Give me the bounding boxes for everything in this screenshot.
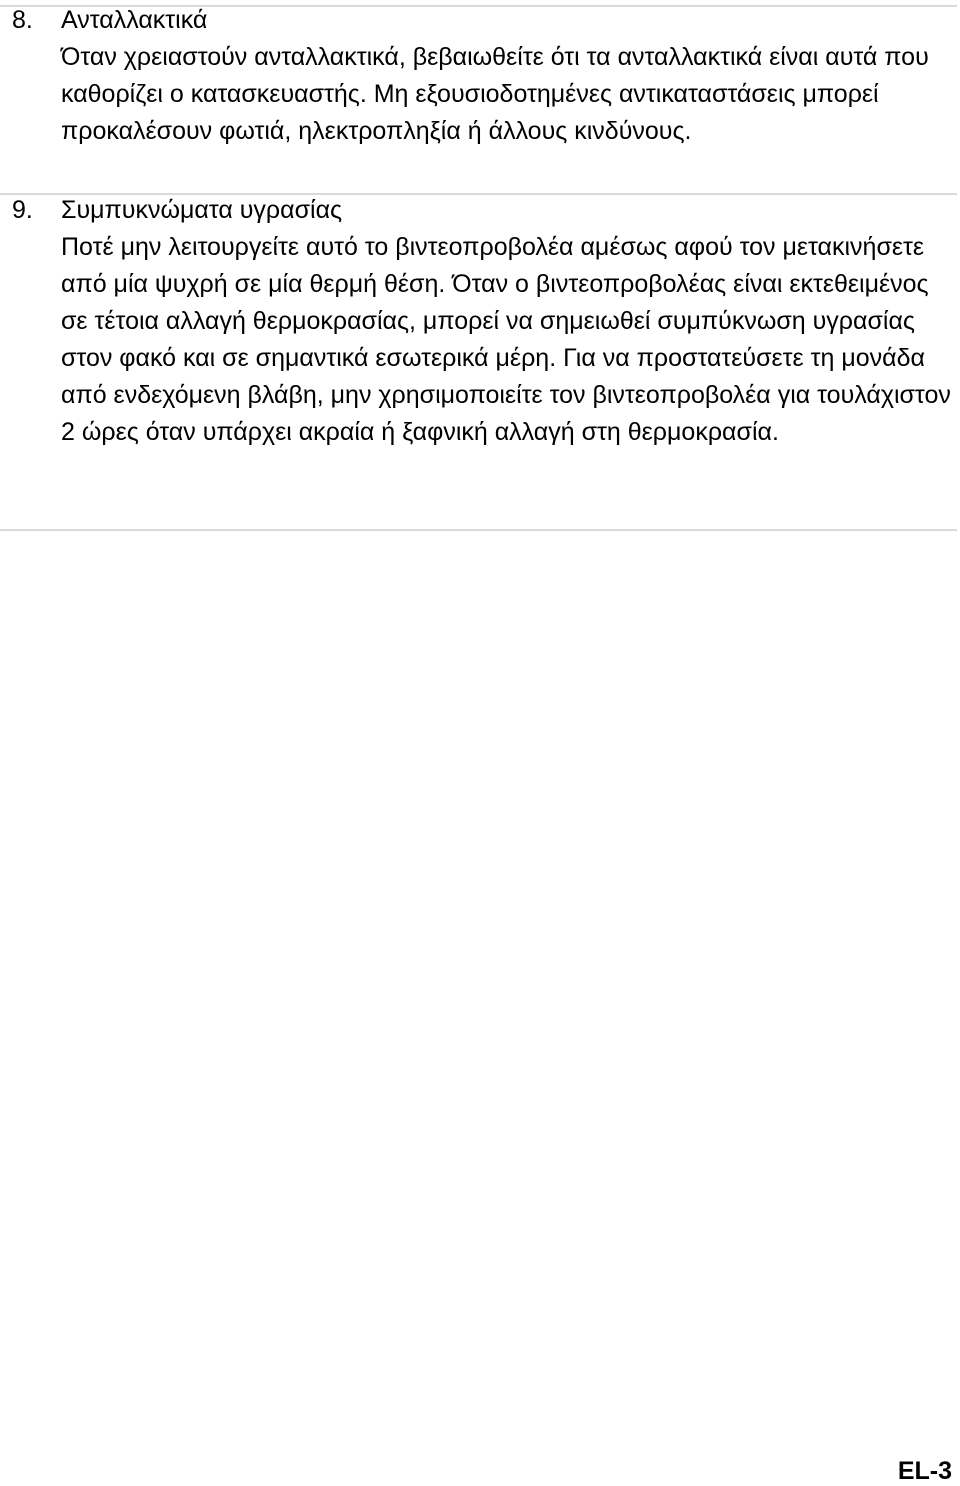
section-body: Ποτέ μην λειτουργείτε αυτό το βιντεοπροβολέα αμέσως αφού τον μετακινήσετε από μία ψυχρή σε μία θερμή θέση. Όταν ο βιντεοπροβολέας είναι εκτεθειμένος σε τέτοια αλλαγή θερμοκρασίας, μπορεί να σημειωθεί συμπύκνωση υγρασίας στον φακό και σε σημαντικά εσωτερικά μέρη. Για να προστατεύσετε τη μονάδα από ενδεχόμενη βλάβη, μην χρησιμοποιείτε τον βιντεοπροβολέα για τουλάχιστον 2 ώρες όταν υπάρχει ακραία ή ξαφνική αλλαγή στη θερμοκρασία. (61, 233, 951, 446)
section-heading: Ανταλλακτικά (61, 6, 208, 34)
section-number: 9. (12, 196, 33, 224)
section-heading: Συμπυκνώματα υγρασίας (61, 196, 343, 224)
section-divider-bottom (0, 529, 957, 531)
section-content (61, 2, 951, 150)
section-number: 8. (12, 6, 33, 34)
section-body: Όταν χρειαστούν ανταλλακτικά, βεβαιωθείτε ότι τα ανταλλακτικά είναι αυτά που καθορίζει ο κατασκευαστής. Μη εξουσιοδοτημένες αντικαταστάσεις μπορεί προκαλέσουν φωτιά, ηλεκτροπληξία ή άλλους κινδύνους. (61, 43, 929, 145)
page-number: EL-3 (897, 1457, 952, 1485)
section-content (61, 192, 951, 451)
